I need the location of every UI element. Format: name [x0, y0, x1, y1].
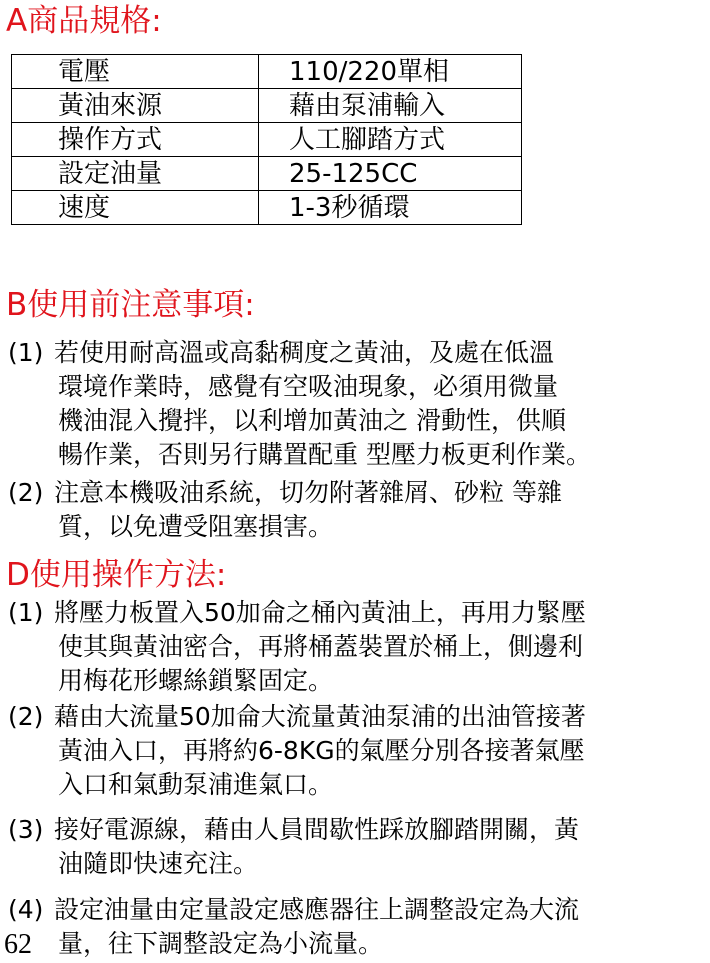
item-number: (1)	[8, 338, 44, 367]
spec-value: 110/220單相	[259, 55, 522, 89]
spec-key: 速度	[12, 191, 259, 225]
item-line: 入口和氣動泵浦進氣口。	[58, 770, 334, 799]
item-line: 暢作業，否則另行購置配重 型壓力板更利作業。	[58, 440, 591, 469]
section-d-heading: D使用操作方法:	[6, 557, 227, 593]
item-line: 用梅花形螺絲鎖緊固定。	[58, 666, 334, 695]
item-line: 量，往下調整設定為小流量。	[58, 929, 384, 958]
list-item	[8, 336, 708, 472]
item-line: 藉由大流量50加侖大流量黃油泵浦的出油管接著	[54, 702, 586, 731]
list-item	[8, 700, 708, 802]
item-line: 環境作業時，感覺有空吸油現象，必須用微量	[58, 372, 559, 401]
item-line: 黃油入口，再將約6-8KG的氣壓分別各接著氣壓	[58, 736, 585, 765]
spec-value: 人工腳踏方式	[259, 123, 522, 157]
table-row	[12, 191, 522, 225]
list-item	[8, 596, 708, 698]
list-item	[8, 813, 708, 881]
spec-key: 操作方式	[12, 123, 259, 157]
item-line: 質，以免遭受阻塞損害。	[58, 512, 334, 541]
item-number: (2)	[8, 478, 44, 507]
table-row	[12, 89, 522, 123]
page-number: 62	[4, 929, 32, 960]
section-a-heading: A商品規格:	[6, 3, 162, 39]
item-line: 設定油量由定量設定感應器往上調整設定為大流	[54, 895, 580, 924]
spec-key: 電壓	[12, 55, 259, 89]
table-row	[12, 55, 522, 89]
table-row	[12, 123, 522, 157]
list-item	[8, 893, 708, 961]
item-number: (4)	[8, 895, 44, 924]
spec-value: 25-125CC	[259, 157, 522, 191]
item-line: 使其與黃油密合，再將桶蓋裝置於桶上，側邊利	[58, 632, 584, 661]
item-line: 將壓力板置入50加侖之桶內黃油上，再用力緊壓	[54, 598, 586, 627]
spec-key: 黃油來源	[12, 89, 259, 123]
spec-value: 藉由泵浦輸入	[259, 89, 522, 123]
spec-table	[11, 54, 522, 225]
item-line: 接好電源線，藉由人員間歇性踩放腳踏開關，黃	[54, 815, 580, 844]
item-line: 油隨即快速充注。	[58, 849, 259, 878]
item-number: (1)	[8, 598, 44, 627]
section-b-heading: B使用前注意事項:	[6, 287, 255, 323]
item-number: (3)	[8, 815, 44, 844]
spec-key: 設定油量	[12, 157, 259, 191]
item-line: 若使用耐高溫或高黏稠度之黃油，及處在低溫	[54, 338, 555, 367]
list-item	[8, 476, 708, 544]
table-row	[12, 157, 522, 191]
item-line: 注意本機吸油系統，切勿附著雜屑、砂粒 等雜	[54, 478, 562, 507]
spec-value: 1-3秒循環	[259, 191, 522, 225]
item-number: (2)	[8, 702, 44, 731]
item-line: 機油混入攪拌，以利增加黃油之 滑動性，供順	[58, 406, 566, 435]
